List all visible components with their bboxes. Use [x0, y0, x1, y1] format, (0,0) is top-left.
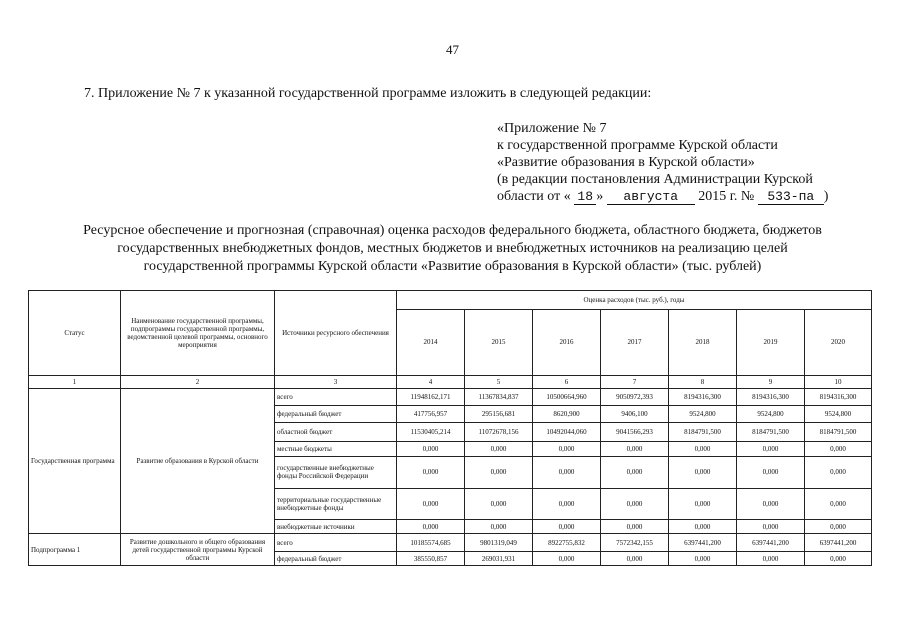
table-cell: 8184791,500: [737, 423, 805, 442]
table-cell: 10185574,685: [397, 534, 465, 552]
table-cell: 385550,857: [397, 552, 465, 566]
table-cell: 9041566,293: [601, 423, 669, 442]
table-cell: 6397441,200: [805, 534, 872, 552]
row-program-name: Развитие образования в Курской области: [121, 389, 275, 534]
table-cell: 8922755,832: [533, 534, 601, 552]
table-cell: 11948162,171: [397, 389, 465, 406]
table-cell: 10500664,960: [533, 389, 601, 406]
table-cell: 417756,957: [397, 406, 465, 423]
table-cell: 0,000: [465, 520, 533, 534]
table-cell: 0,000: [805, 520, 872, 534]
table-cell: 0,000: [465, 457, 533, 489]
table-cell: 0,000: [669, 488, 737, 520]
row-status: Государственная программа: [29, 389, 121, 534]
column-number: 4: [397, 375, 465, 389]
title-line-1: Ресурсное обеспечение и прогнозная (справочная) оценка расходов федерального бюджета, областного бюджета, бюджетов: [83, 223, 822, 238]
row-source: государственные внебюджетные фонды Российской Федерации: [275, 457, 397, 489]
table-cell: 0,000: [601, 457, 669, 489]
table-cell: 9524,800: [669, 406, 737, 423]
document-title: [30, 222, 875, 276]
table-cell: 9524,800: [805, 406, 872, 423]
table-cell: 0,000: [533, 520, 601, 534]
header-year: 2017: [601, 310, 669, 376]
table-cell: 0,000: [533, 457, 601, 489]
table-cell: 0,000: [669, 520, 737, 534]
table-cell: 0,000: [601, 520, 669, 534]
table-cell: 0,000: [737, 520, 805, 534]
table-cell: 8184791,500: [669, 423, 737, 442]
annex-heading: [497, 120, 828, 205]
table-cell: 8194316,300: [737, 389, 805, 406]
table-cell: 0,000: [737, 552, 805, 566]
row-source: всего: [275, 534, 397, 552]
table-cell: 0,000: [737, 457, 805, 489]
title-line-2: государственных внебюджетных фондов, местных бюджетов и внебюджетных источников на реализацию целей: [117, 241, 788, 256]
row-status: Подпрограмма 1: [29, 534, 121, 566]
annex-month: августа: [607, 190, 695, 205]
annex-date-sep: »: [596, 189, 604, 204]
annex-date-suffix: ): [823, 189, 829, 204]
annex-line-4: (в редакции постановления Администрации Курской: [497, 172, 813, 187]
table-cell: 8620,900: [533, 406, 601, 423]
table-cell: 9050972,393: [601, 389, 669, 406]
column-number: 9: [737, 375, 805, 389]
column-number: 5: [465, 375, 533, 389]
header-program-name: Наименование государственной программы, подпрограммы государственной программы, ведомственной целевой программы, основного мероприятия: [121, 291, 275, 376]
table-row: [29, 534, 872, 552]
header-year: 2018: [669, 310, 737, 376]
table-cell: 295156,681: [465, 406, 533, 423]
row-source: федеральный бюджет: [275, 406, 397, 423]
row-source: всего: [275, 389, 397, 406]
table-cell: 0,000: [805, 457, 872, 489]
column-number: 8: [669, 375, 737, 389]
table-cell: 6397441,200: [737, 534, 805, 552]
table-cell: 9801319,049: [465, 534, 533, 552]
table-cell: 8194316,300: [669, 389, 737, 406]
table-cell: 0,000: [465, 488, 533, 520]
column-number: 2: [121, 375, 275, 389]
table-cell: 0,000: [397, 520, 465, 534]
annex-line-3: «Развитие образования в Курской области»: [497, 155, 755, 170]
row-source: территориальные государственные внебюджетные фонды: [275, 488, 397, 520]
annex-day: 18: [574, 190, 596, 205]
table-cell: 8184791,500: [805, 423, 872, 442]
table-cell: 9406,100: [601, 406, 669, 423]
column-number: 6: [533, 375, 601, 389]
annex-year: 2015 г. №: [698, 189, 755, 204]
header-year: 2019: [737, 310, 805, 376]
row-program-name: Развитие дошкольного и общего образования детей государственной программы Курской области: [121, 534, 275, 566]
table-cell: 0,000: [805, 488, 872, 520]
table-cell: 8194316,300: [805, 389, 872, 406]
table-cell: 11072678,156: [465, 423, 533, 442]
table-cell: 0,000: [601, 552, 669, 566]
header-status: Статус: [29, 291, 121, 376]
table-cell: 0,000: [669, 552, 737, 566]
table-row: [29, 389, 872, 406]
table-cell: 269031,931: [465, 552, 533, 566]
table-cell: 0,000: [669, 442, 737, 457]
table-cell: 0,000: [669, 457, 737, 489]
table-cell: 7572342,155: [601, 534, 669, 552]
budget-table: [28, 290, 872, 566]
annex-line-5: [497, 188, 828, 205]
table-cell: 9524,800: [737, 406, 805, 423]
table-cell: 0,000: [397, 442, 465, 457]
intro-paragraph: 7. Приложение № 7 к указанной государственной программе изложить в следующей редакции:: [84, 86, 652, 101]
row-source: областной бюджет: [275, 423, 397, 442]
column-number: 3: [275, 375, 397, 389]
table-cell: 0,000: [805, 442, 872, 457]
annex-line-2: к государственной программе Курской области: [497, 138, 778, 153]
header-year: 2015: [465, 310, 533, 376]
table-cell: 0,000: [737, 488, 805, 520]
header-year: 2016: [533, 310, 601, 376]
header-year: 2020: [805, 310, 872, 376]
title-line-3: государственной программы Курской области «Развитие образования в Курской области» (тыс. рублей): [143, 259, 762, 274]
row-source: федеральный бюджет: [275, 552, 397, 566]
table-cell: 0,000: [601, 488, 669, 520]
column-number: 7: [601, 375, 669, 389]
header-estimate: Оценка расходов (тыс. руб.), годы: [397, 291, 872, 310]
table-cell: 0,000: [601, 442, 669, 457]
row-source: местные бюджеты: [275, 442, 397, 457]
table-cell: 0,000: [533, 552, 601, 566]
annex-line-1: «Приложение № 7: [497, 121, 607, 136]
table-cell: 6397441,200: [669, 534, 737, 552]
header-year: 2014: [397, 310, 465, 376]
column-number: 1: [29, 375, 121, 389]
row-source: внебюджетные источники: [275, 520, 397, 534]
table-cell: 0,000: [533, 488, 601, 520]
table-cell: 0,000: [465, 442, 533, 457]
table-cell: 0,000: [805, 552, 872, 566]
table-cell: 0,000: [397, 457, 465, 489]
table-cell: 0,000: [737, 442, 805, 457]
header-sources: Источники ресурсного обеспечения: [275, 291, 397, 376]
annex-number: 533-па: [758, 190, 824, 205]
table-cell: 0,000: [533, 442, 601, 457]
column-number: 10: [805, 375, 872, 389]
page-number: 47: [446, 42, 459, 57]
table-cell: 10492044,060: [533, 423, 601, 442]
table-cell: 11530405,214: [397, 423, 465, 442]
table-cell: 11367834,837: [465, 389, 533, 406]
column-number-row: [29, 375, 872, 389]
table-cell: 0,000: [397, 488, 465, 520]
annex-date-prefix: области от «: [497, 189, 571, 204]
